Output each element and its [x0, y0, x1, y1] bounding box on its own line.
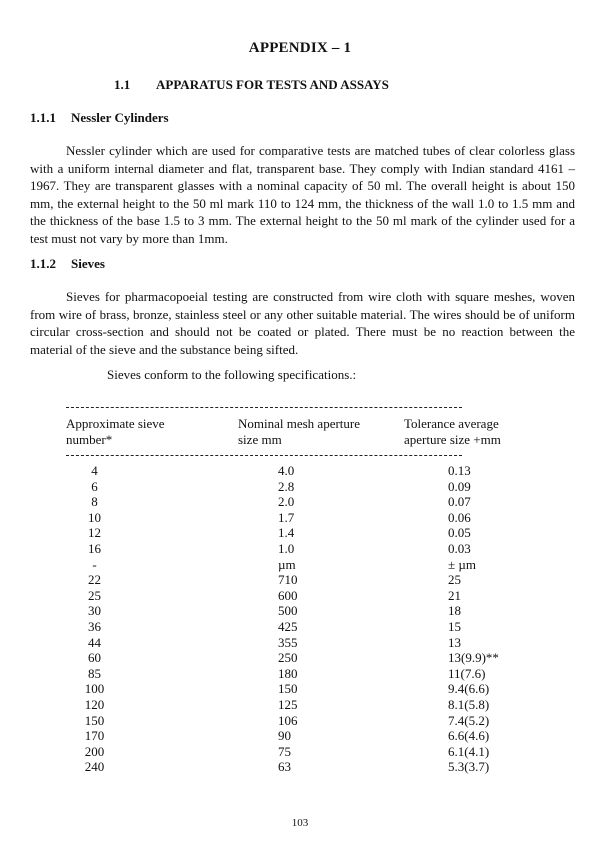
tolerance-cell: 0.07 [448, 494, 471, 510]
mesh-aperture-cell: 106 [278, 712, 298, 728]
sieve-number-cell: 240 [84, 759, 105, 775]
header-line: size mm [238, 432, 282, 447]
header-line: aperture size +mm [404, 432, 501, 447]
sieve-number-cell: 4 [91, 463, 98, 478]
sieve-number-cell: 30 [88, 603, 101, 619]
nessler-paragraph [30, 142, 575, 247]
table-row [0, 494, 600, 510]
table-row [0, 744, 600, 760]
nessler-line: Nessler cylinder which are used for comparative tests are matched tubes of clear colorless [66, 143, 545, 158]
table-row [0, 557, 600, 573]
tolerance-cell: 7.4(5.2) [448, 712, 490, 728]
table-row [0, 603, 600, 619]
table-row [0, 479, 600, 495]
nessler-title: Nessler Cylinders [71, 110, 169, 125]
mesh-aperture-cell: 250 [278, 650, 298, 666]
page-number: 103 [291, 817, 309, 829]
table-row [0, 463, 600, 479]
header-sieve-number [66, 416, 165, 448]
mesh-aperture-cell: 2.0 [278, 494, 295, 510]
mesh-aperture-cell: 4.0 [278, 463, 295, 478]
mesh-aperture-cell: 63 [278, 759, 291, 775]
table-row [0, 510, 600, 526]
mesh-aperture-cell: 125 [278, 697, 298, 712]
tolerance-cell: ± µm [448, 556, 476, 572]
nessler-number: 1.1.1 [30, 110, 56, 125]
table-row [0, 619, 600, 635]
tolerance-cell: 18 [448, 603, 461, 619]
sieve-number-cell: 16 [88, 541, 101, 556]
sieves-line: Sieves for pharmacopoeial testing are constructed from wire cloth with square meshes, [66, 289, 536, 304]
sieve-number-cell: 170 [84, 728, 105, 744]
section-number: 1.1 [114, 77, 131, 92]
header-line: Tolerance average [404, 416, 499, 431]
tolerance-cell: 6.1(4.1) [448, 743, 490, 759]
sieves-line: reaction between the material of the sieve and the substance being sifted. [30, 324, 575, 357]
sieves-paragraph [30, 288, 575, 358]
sieve-number-cell: 36 [88, 619, 101, 634]
mesh-aperture-cell: 2.8 [278, 478, 295, 494]
header-line: Approximate sieve [66, 416, 165, 431]
sieves-line: should be of uniform circular cross-section and should not be coated or plated. There must be no [30, 306, 575, 339]
sieve-number-cell: 12 [88, 525, 101, 541]
sieve-number-cell: - [92, 556, 97, 572]
sieve-number-cell: 120 [84, 697, 105, 712]
table-row [0, 635, 600, 651]
table-row [0, 525, 600, 541]
table-row [0, 728, 600, 744]
mesh-aperture-cell: µm [278, 556, 296, 572]
header-line: number* [66, 432, 113, 447]
nessler-heading [30, 110, 169, 126]
table-row [0, 541, 600, 557]
sieve-number-cell: 100 [84, 681, 105, 697]
mesh-aperture-cell: 1.0 [278, 541, 295, 556]
table-row [0, 759, 600, 775]
nessler-line: glass with a uniform internal diameter and flat, transparent base. They comply with Indian [30, 143, 576, 176]
header-mesh-aperture [238, 416, 360, 448]
sieve-number-cell: 150 [84, 712, 105, 728]
tolerance-cell: 6.6(4.6) [448, 728, 490, 744]
sieves-heading [30, 256, 105, 272]
tolerance-cell: 21 [448, 587, 461, 603]
sieves-line: woven from wire of brass, bronze, stainless steel or any other suitable material. The wires [30, 289, 575, 322]
mesh-aperture-cell: 355 [278, 634, 298, 650]
table-row [0, 697, 600, 713]
tolerance-cell: 11(7.6) [448, 665, 486, 681]
nessler-line: height is about 150 mm, the external height to the 50 ml mark 110 to 124 mm, the thickness of [30, 178, 576, 211]
tolerance-cell: 5.3(3.7) [448, 759, 490, 775]
mesh-aperture-cell: 710 [278, 572, 298, 588]
tolerance-cell: 8.1(5.8) [448, 697, 490, 712]
sieves-intro: Sieves conform to the following specifications.: [107, 367, 357, 382]
tolerance-cell: 0.03 [448, 541, 471, 556]
tolerance-cell: 9.4(6.6) [448, 681, 490, 697]
tolerance-cell: 0.13 [448, 463, 471, 478]
tolerance-cell: 13(9.9)** [448, 650, 499, 666]
header-tolerance [404, 416, 501, 448]
table-row [0, 572, 600, 588]
mesh-aperture-cell: 90 [278, 728, 291, 744]
section-heading [114, 77, 389, 93]
sieve-number-cell: 44 [88, 634, 101, 650]
mesh-aperture-cell: 1.7 [278, 509, 295, 525]
tolerance-cell: 25 [448, 572, 461, 588]
table-row [0, 666, 600, 682]
table-row [0, 681, 600, 697]
tolerance-cell: 15 [448, 619, 461, 634]
sieve-number-cell: 10 [88, 509, 101, 525]
sieve-number-cell: 6 [91, 478, 98, 494]
mesh-aperture-cell: 425 [278, 619, 298, 634]
nessler-line: standard 4161 –1967. They are transparent glasses with a nominal capacity of 50 ml. The overall [30, 160, 575, 193]
nessler-line: the wall 1.0 to 1.5 mm and the thickness of the base 1.5 to 3 mm. The external height to the 50 [30, 195, 576, 228]
tolerance-cell: 0.05 [448, 525, 471, 541]
table-top-rule [66, 407, 462, 408]
sieve-number-cell: 60 [88, 650, 101, 666]
section-title: APPARATUS FOR TESTS AND ASSAYS [156, 77, 389, 92]
mesh-aperture-cell: 150 [278, 681, 298, 697]
sieves-number: 1.1.2 [30, 256, 56, 271]
table-row [0, 650, 600, 666]
nessler-line: ml mark of the cylinder used for a test must not vary by more than 1mm. [30, 213, 576, 246]
tolerance-cell: 0.06 [448, 509, 471, 525]
sieve-number-cell: 200 [84, 743, 105, 759]
mesh-aperture-cell: 600 [278, 587, 298, 603]
sieve-number-cell: 85 [88, 665, 101, 681]
sieve-number-cell: 25 [88, 587, 101, 603]
sieve-number-cell: 8 [91, 494, 98, 510]
table-row [0, 713, 600, 729]
tolerance-cell: 13 [448, 634, 461, 650]
sieve-number-cell: 22 [88, 572, 101, 588]
header-line: Nominal mesh aperture [238, 416, 361, 431]
mesh-aperture-cell: 75 [278, 743, 291, 759]
table-header-rule [66, 455, 462, 456]
mesh-aperture-cell: 500 [278, 603, 298, 619]
table-row [0, 588, 600, 604]
mesh-aperture-cell: 1.4 [278, 525, 295, 541]
appendix-title: APPENDIX – 1 [248, 40, 352, 56]
mesh-aperture-cell: 180 [278, 665, 298, 681]
sieves-title: Sieves [71, 256, 105, 271]
tolerance-cell: 0.09 [448, 478, 471, 494]
